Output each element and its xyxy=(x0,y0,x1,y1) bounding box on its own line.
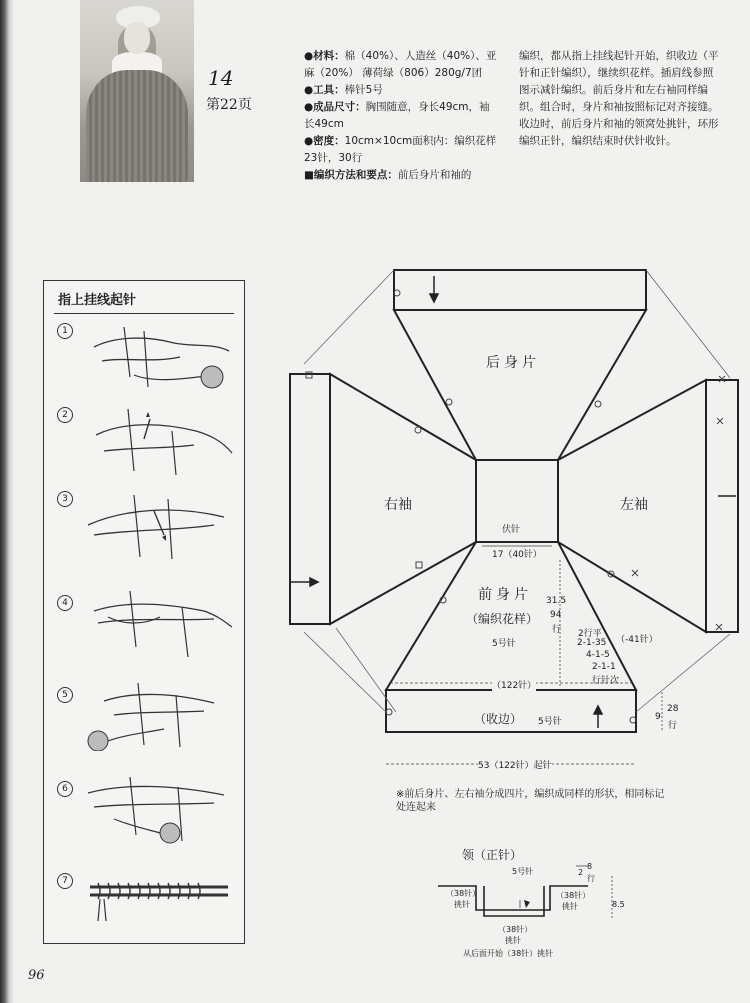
instruction-text: 编织，都从指上挂线起针开始，织收边（平针和正针编织），继续织花样。插肩线参照图示减针编织。前后身片和左右袖同样编织。组合时，身片和袖按照标记对齐接缝。收边时，前后身片和袖的领窝处挑针，环形编织正针，编织结束时伏针收针。 xyxy=(519,50,719,147)
pattern-name-label: （编织花样） xyxy=(466,612,539,626)
collar-rows: 8 xyxy=(587,862,593,871)
neck-width-label: 17（40针） xyxy=(492,550,542,560)
decrease-total: （-41针） xyxy=(616,635,658,645)
spec-materials: ●材料：棉（40%）、人造丝（40%）、亚麻（20%） 薄荷绿（806）280g/7团 xyxy=(304,50,497,79)
collar-title: 领（正针） xyxy=(462,848,523,862)
back-piece-label: 后身片 xyxy=(486,355,540,371)
left-sleeve-hem xyxy=(706,380,738,632)
collar-depth: 8.5 xyxy=(612,900,625,909)
step-number: 5 xyxy=(57,687,73,703)
decrease-line-3: 4-1-5 xyxy=(586,650,610,660)
spec-tools: ●工具：棒针5号 xyxy=(304,84,383,96)
collar-needle: 5号针 xyxy=(512,867,534,876)
hem-rows: 28 xyxy=(667,704,679,714)
hem-width-label: （122针） xyxy=(492,678,536,691)
left-sleeve-label: 左袖 xyxy=(620,497,648,513)
step-number: 6 xyxy=(57,781,73,797)
step-number: 2 xyxy=(57,407,73,423)
collar-inner xyxy=(484,886,544,916)
step-number: 3 xyxy=(57,491,73,507)
collar-start-note: 从后面开始（38针）挑针 xyxy=(463,949,554,958)
cast-on-width-label: 53（122针）起针 xyxy=(478,758,552,771)
raglan-length: 31.5 xyxy=(546,596,567,606)
step-number: 7 xyxy=(57,873,73,889)
decrease-line-1: 2行平 xyxy=(578,629,602,639)
right-sleeve-label: 右袖 xyxy=(384,497,412,513)
step-number: 4 xyxy=(57,595,73,611)
assembly-note: ※前后身片、左右袖分成四片，编织成同样的形状，相同标记处连起来 xyxy=(396,789,665,813)
front-piece-label: 前身片 xyxy=(478,587,532,603)
hem-needle-label: 5号针 xyxy=(538,717,562,727)
collar-center-count: （38针） xyxy=(498,925,533,934)
decrease-line-4: 2-1-1 xyxy=(592,662,616,672)
collar-right-count: （38针） xyxy=(556,891,591,900)
hem-height: 9 xyxy=(655,712,661,722)
cast-on-title: 指上挂线起针 xyxy=(58,293,137,308)
decrease-line-2: 2-1-35 xyxy=(577,638,607,648)
spec-method: ■编织方法和要点：前后身片和袖的 xyxy=(304,169,472,181)
back-piece-outline xyxy=(394,310,646,460)
back-hem-band xyxy=(394,270,646,310)
bind-off-label: 伏针 xyxy=(502,525,521,535)
page-number: 96 xyxy=(28,968,45,983)
page-reference: 第22页 xyxy=(206,97,252,113)
collar-center-pickup: 挑针 xyxy=(505,936,521,945)
collar-left-count: （38针） xyxy=(446,889,481,898)
step-number: 1 xyxy=(57,323,73,339)
hem-rows-unit: 行 xyxy=(668,721,678,731)
collar-left-pickup: 挑针 xyxy=(454,900,470,909)
raglan-rows-unit: 行 xyxy=(552,625,562,635)
collar-rows-unit: 行 xyxy=(587,874,595,883)
hem-label: （收边） xyxy=(474,712,523,726)
spec-size: ●成品尺寸：胸围随意，身长49cm，袖长49cm xyxy=(304,101,490,130)
raglan-rows: 94 xyxy=(550,610,562,620)
collar-right-pickup: 挑针 xyxy=(562,902,578,911)
collar-height: 2 xyxy=(578,868,584,877)
decrease-line-5: 行针次 xyxy=(592,676,620,686)
spec-gauge: ●密度：10cm×10cm面积内：编织花样23针，30行 xyxy=(304,135,497,164)
pattern-number: 14 xyxy=(208,66,234,90)
front-needle-label: 5号针 xyxy=(492,639,516,649)
